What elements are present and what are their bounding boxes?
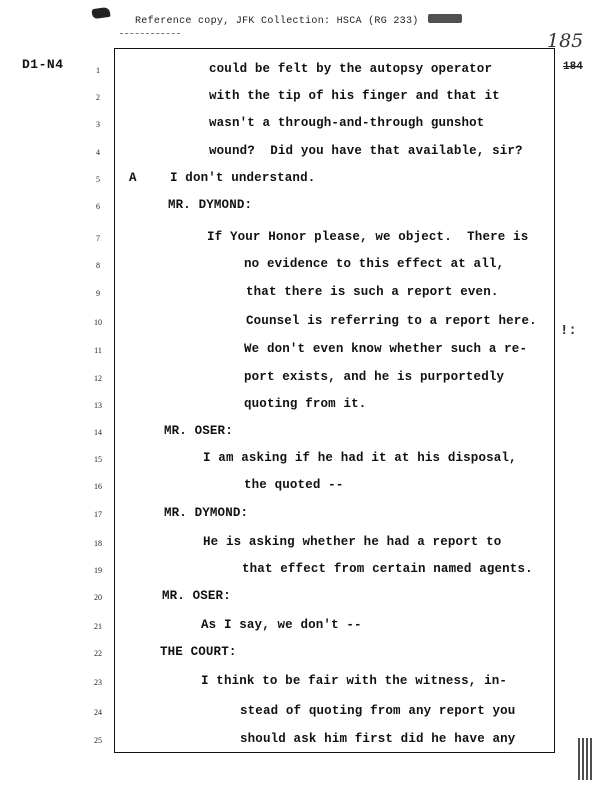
line-text: He is asking whether he had a report to [203, 535, 502, 549]
line-text: If Your Honor please, we object. There is [207, 230, 529, 244]
transcript-line [0, 144, 612, 166]
line-number: 9 [96, 289, 100, 298]
line-text: could be felt by the autopsy operator [209, 62, 493, 76]
line-number: 21 [94, 622, 102, 631]
line-text: quoting from it. [244, 397, 367, 411]
transcript-line [0, 397, 612, 419]
line-text: MR. DYMOND: [168, 198, 253, 212]
line-text: I think to be fair with the witness, in- [201, 674, 508, 688]
line-number: 25 [94, 736, 102, 745]
line-number: 17 [94, 510, 102, 519]
line-text: that effect from certain named agents. [242, 562, 533, 576]
transcript-line [0, 342, 612, 364]
stamp-mark [428, 14, 462, 23]
transcript-line [0, 732, 612, 754]
line-number: 23 [94, 678, 102, 687]
collection-header: Reference copy, JFK Collection: HSCA (RG 233) [135, 16, 419, 27]
transcript-line [0, 562, 612, 584]
transcript-line [0, 257, 612, 279]
line-text: MR. DYMOND: [164, 506, 249, 520]
speaker-marker: A [129, 171, 137, 185]
transcript-line [0, 424, 612, 446]
transcript-line [0, 506, 612, 528]
line-number: 11 [94, 346, 102, 355]
line-text: wasn't a through-and-through gunshot [209, 116, 485, 130]
transcript-line [0, 285, 612, 307]
header-rule [120, 33, 180, 35]
line-text: I don't understand. [170, 171, 316, 185]
line-text: MR. OSER: [162, 589, 231, 603]
transcript-line [0, 451, 612, 473]
transcript-line [0, 645, 612, 667]
line-number: 24 [94, 708, 102, 717]
line-text: port exists, and he is purportedly [244, 370, 505, 384]
line-text: no evidence to this effect at all, [244, 257, 505, 271]
transcript-line [0, 535, 612, 557]
scan-artifact [578, 738, 594, 780]
transcript-line [0, 314, 612, 336]
transcript-line [0, 171, 612, 193]
handwritten-page-number: 185 [547, 30, 584, 52]
line-number: 12 [94, 374, 102, 383]
line-number: 18 [94, 539, 102, 548]
transcript-line [0, 704, 612, 726]
line-text: As I say, we don't -- [201, 618, 362, 632]
line-number: 2 [96, 93, 100, 102]
line-text: should ask him first did he have any [240, 732, 516, 746]
transcript-line [0, 62, 612, 84]
transcript-line [0, 89, 612, 111]
transcript-line [0, 230, 612, 252]
line-text: THE COURT: [160, 645, 237, 659]
line-text: the quoted -- [244, 478, 344, 492]
line-text: wound? Did you have that available, sir? [209, 144, 523, 158]
line-number: 20 [94, 593, 102, 602]
line-number: 1 [96, 66, 100, 75]
line-number: 15 [94, 455, 102, 464]
line-number: 7 [96, 234, 100, 243]
line-number: 14 [94, 428, 102, 437]
line-number: 6 [96, 202, 100, 211]
margin-scribble: !: [560, 323, 577, 339]
line-number: 22 [94, 649, 102, 658]
transcript-line [0, 116, 612, 138]
line-text: Counsel is referring to a report here. [246, 314, 537, 328]
line-text: stead of quoting from any report you [240, 704, 516, 718]
transcript-line [0, 589, 612, 611]
transcript-line [0, 618, 612, 640]
line-text: that there is such a report even. [246, 285, 499, 299]
line-text: MR. OSER: [164, 424, 233, 438]
line-number: 4 [96, 148, 100, 157]
line-number: 13 [94, 401, 102, 410]
typed-page-number-struck: 184 [563, 61, 583, 73]
transcript-line [0, 198, 612, 220]
transcript-line [0, 674, 612, 696]
transcript-line [0, 478, 612, 500]
line-number: 16 [94, 482, 102, 491]
line-number: 19 [94, 566, 102, 575]
line-number: 10 [94, 318, 102, 327]
transcript-line [0, 370, 612, 392]
transcript-frame-top [114, 48, 555, 49]
line-text: with the tip of his finger and that it [209, 89, 500, 103]
line-number: 8 [96, 261, 100, 270]
ink-smudge [91, 7, 110, 19]
line-text: We don't even know whether such a re- [244, 342, 528, 356]
line-number: 3 [96, 120, 100, 129]
section-id: D1-N4 [22, 57, 64, 72]
line-text: I am asking if he had it at his disposal, [203, 451, 517, 465]
line-number: 5 [96, 175, 100, 184]
